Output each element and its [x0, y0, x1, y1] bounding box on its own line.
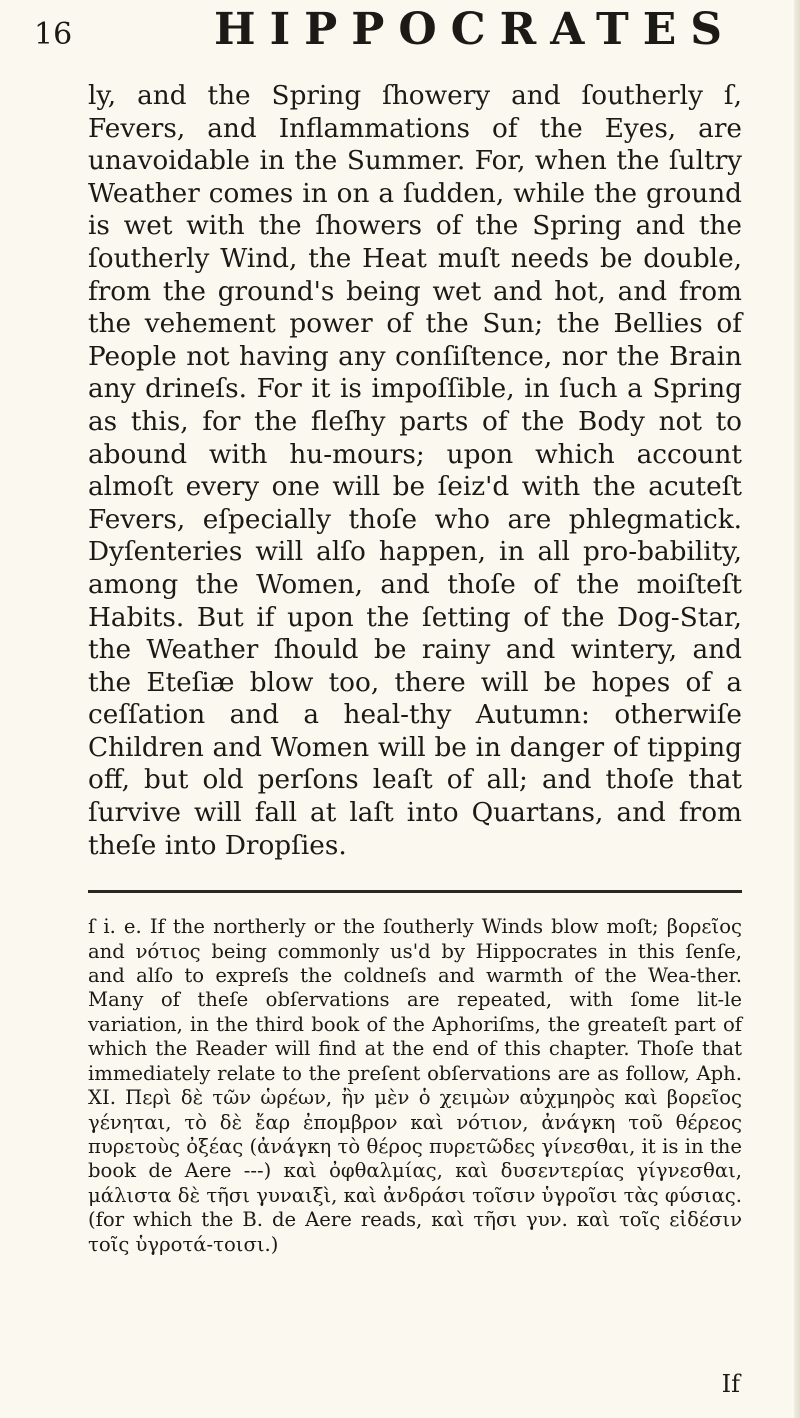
- page-header: [28, 0, 772, 78]
- footnote-text: ſ i. e. If the northerly or the ſoutherly Winds blow moſt; βορεῖος and νότιος being commonly us'd by Hippocrates in this ſenſe, and alſo to expreſs the coldneſs and warmth of the Wea-ther. Many of theſe obſervations are repeated, with ſome lit-le variation, in the third book of the Aphoriſms, the greateſt part of which the Reader will find at the end of this chapter. Thoſe that immediately relate to the preſent obſervations are as follow, Aph. XI. Περὶ δὲ τῶν ὡρέων, ἢν μὲν ὁ χειμὼν αὐχμηρὸς καὶ βορεῖος γένηται, τὸ δὲ ἔαρ ἐπομβρον καὶ νότιον, ἀνάγκη τοῦ θέρεος πυρετοὺς ὀξέας (ἀνάγκη τὸ θέρος πυρετῶδες γίνεσθαι, it is in the book de Aere ---) καὶ ὀφθαλμίας, καὶ δυσεντερίας γίγνεσθαι, μάλιστα δὲ τῆσι γυναιξὶ, καὶ ἀνδράσι τοῖσιν ὑγροῖσι τὰς φύσιας. (for which the B. de Aere reads, καὶ τῆσι γυν. καὶ τοῖς εἰδέσιν τοῖς ὑγροτά-τοισι.): [88, 915, 742, 1256]
- running-title: HIPPOCRATES: [214, 4, 737, 55]
- page-edge: [794, 0, 800, 1418]
- main-paragraph: ly, and the Spring ſhowery and ſoutherly ſ, Fevers, and Inflammations of the Eyes, are unavoidable in the Summer. For, when the ſultry Weather comes in on a ſudden, while the ground is wet with the ſhowers of the Spring and the ſoutherly Wind, the Heat muſt needs be double, from the ground's being wet and hot, and from the vehement power of the Sun; the Bellies of People not having any conſiſtence, nor the Brain any drineſs. For it is impoſſible, in ſuch a Spring as this, for the fleſhy parts of the Body not to abound with hu-mours; upon which account almoſt every one will be ſeiz'd with the acuteſt Fevers, eſpecially thoſe who are phlegmatick. Dyſenteries will alſo happen, in all pro-bability, among the Women, and thoſe of the moiſteſt Habits. But if upon the ſetting of the Dog-Star, the Weather ſhould be rainy and wintery, and the Eteſiæ blow too, there will be hopes of a ceſſation and a heal-thy Autumn: otherwiſe Children and Women will be in danger of tipping off, but old perſons leaſt of all; and thoſe that ſurvive will fall at laſt into Quartans, and from theſe into Dropſies.: [88, 81, 742, 861]
- catchword: If: [721, 1370, 740, 1398]
- main-text: [88, 80, 742, 862]
- page-number: 16: [34, 17, 73, 52]
- footnote: [88, 915, 742, 1257]
- footnote-rule: [88, 890, 742, 893]
